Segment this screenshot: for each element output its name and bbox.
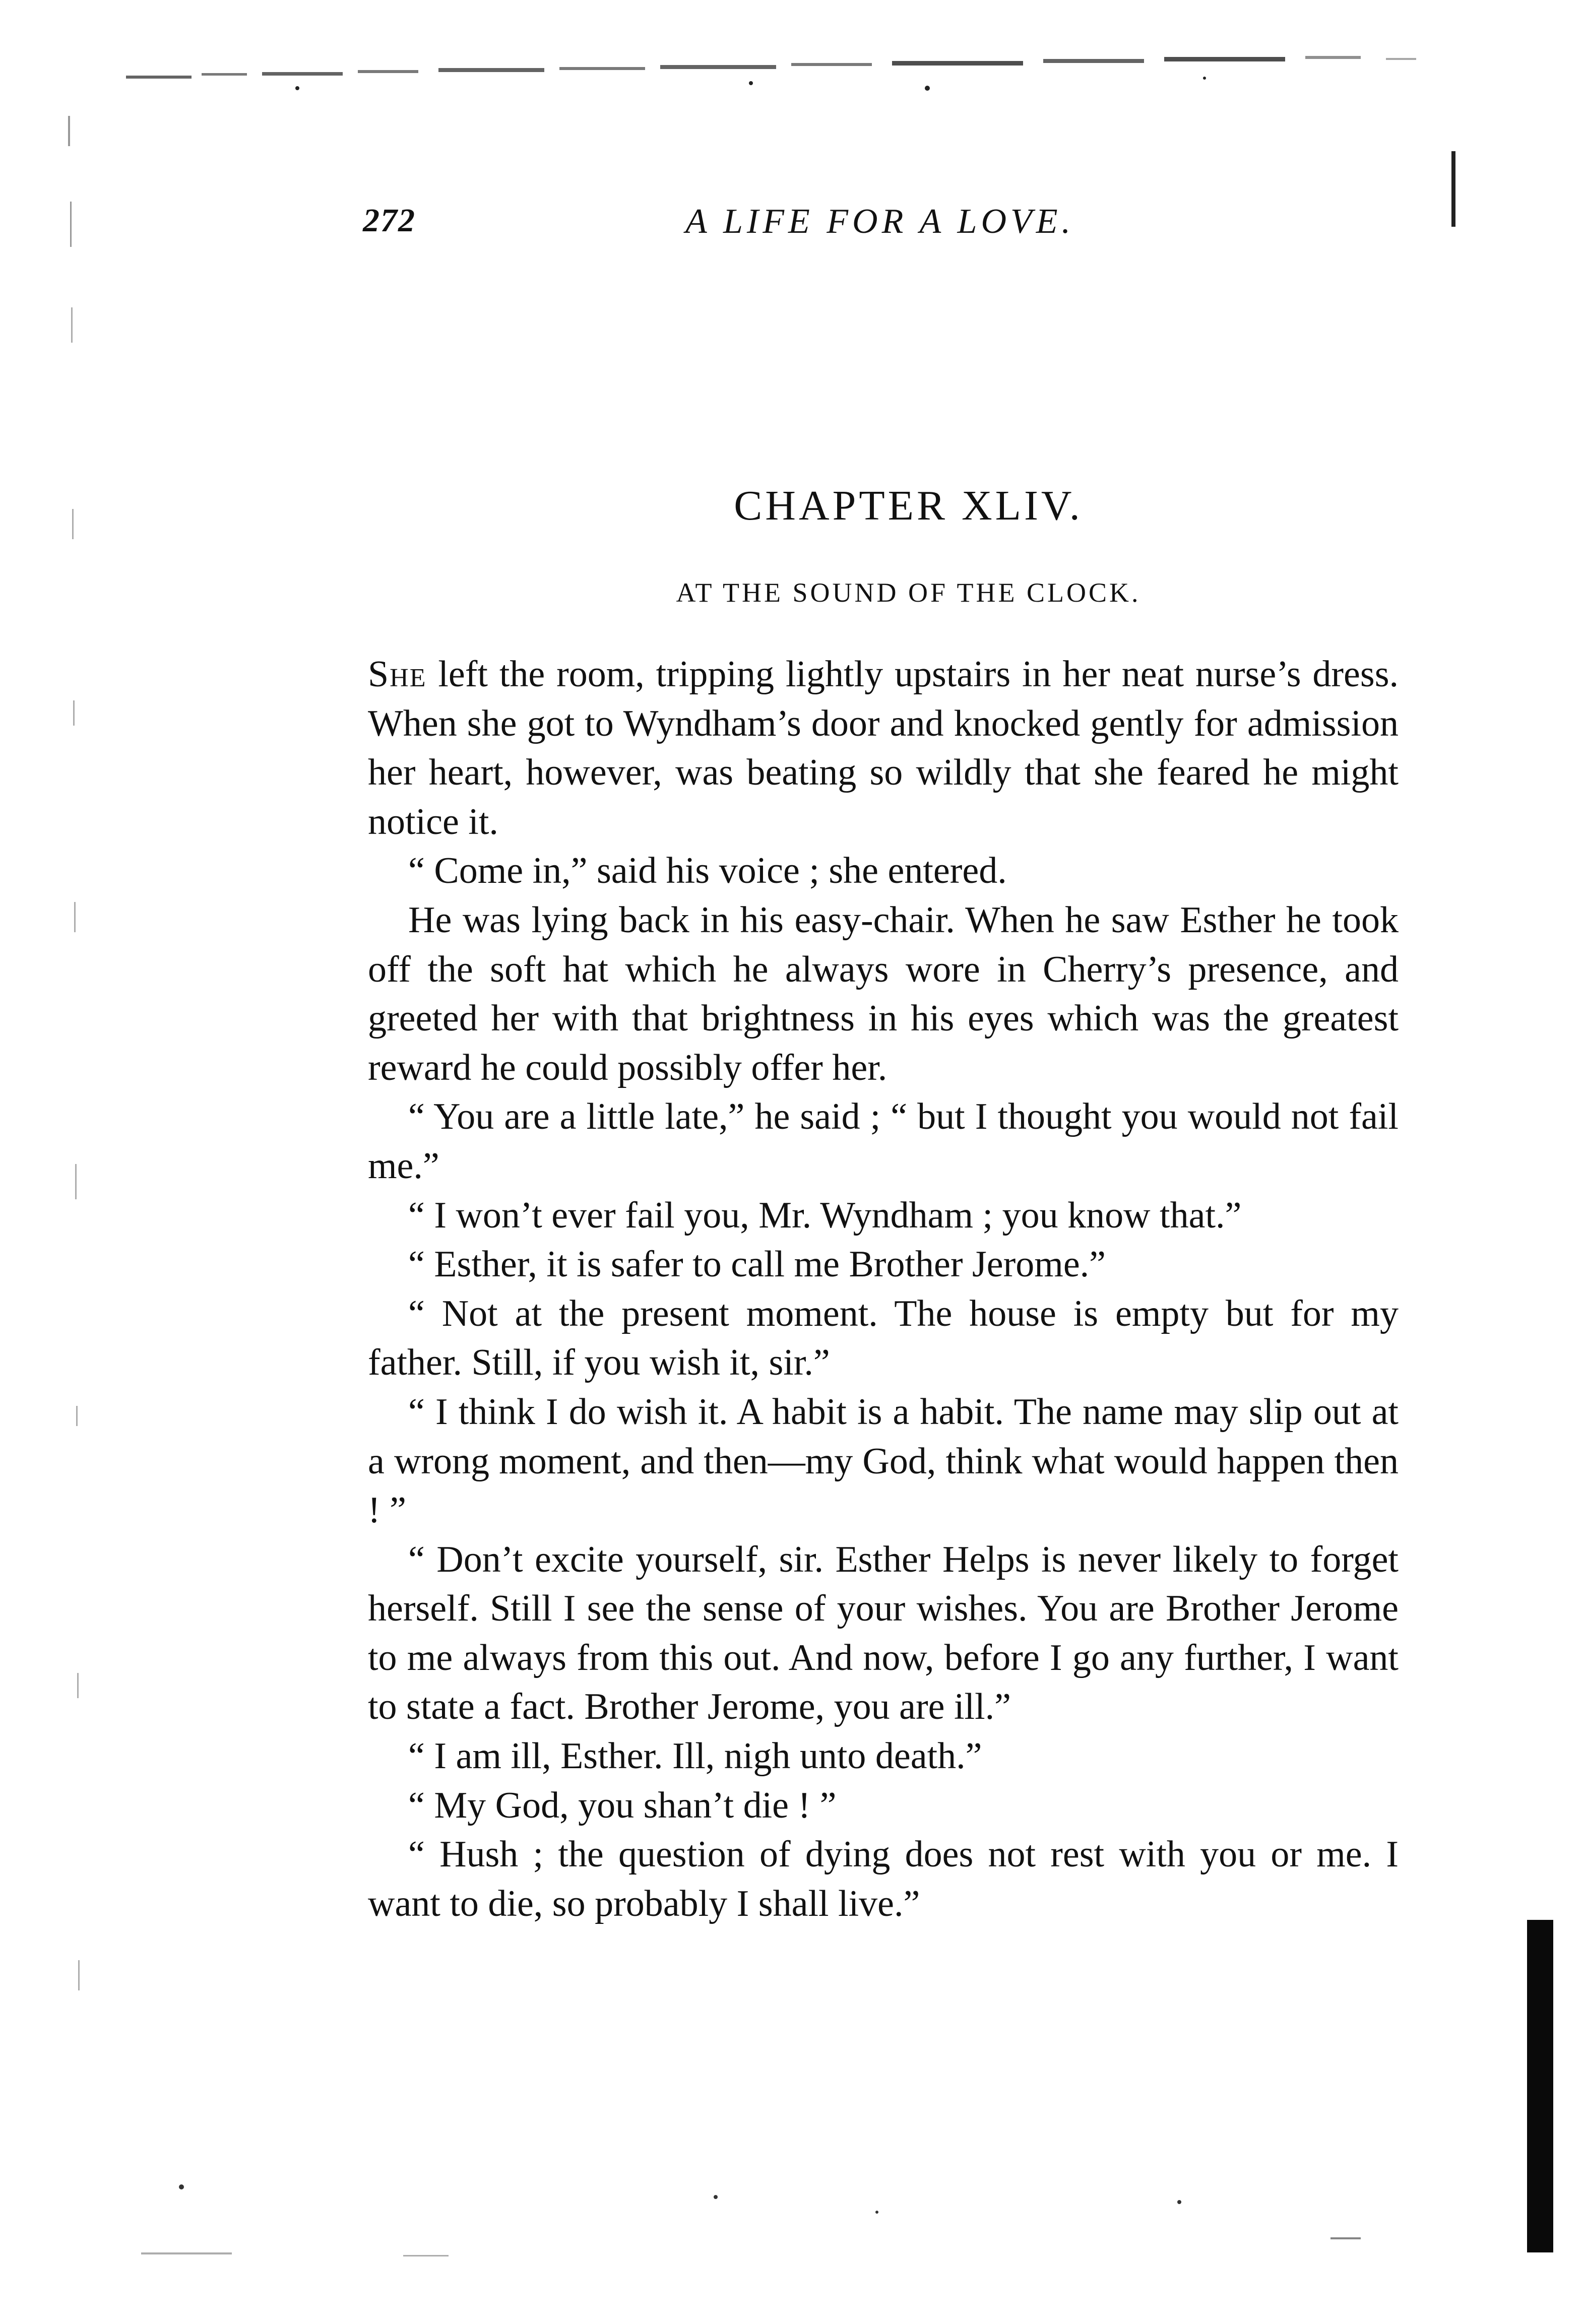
scan-edge-mark — [1451, 151, 1455, 227]
paragraph: He was lying back in his easy-chair. When he saw Esther he took off the soft hat which he always wore in Cherry’s presence, and greeted her with that brightness in his eyes which was the greatest reward he could possibly offer her. — [368, 899, 1399, 1088]
chapter-subtitle: AT THE SOUND OF THE CLOCK. — [676, 577, 1141, 608]
paragraph: “ I think I do wish it. A habit is a habit. The name may slip out at a wrong moment, and then—my God, think what would happen then ! ” — [368, 1391, 1399, 1531]
paragraph: “ Hush ; the question of dying does not rest with you or me. I want to die, so probably I shall live.” — [368, 1834, 1399, 1924]
paragraph: “ You are a little late,” he said ; “ but I thought you would not fail me.” — [368, 1096, 1399, 1187]
paragraph-text: left the room, tripping lightly upstairs in her neat nurse’s dress. When she got to Wyndham’s door and knocked gently for admission her heart, however, was beating so wildly that she feared he might notice it. — [368, 654, 1399, 843]
paragraph — [368, 650, 1399, 847]
running-title: A LIFE FOR A LOVE. — [685, 202, 1075, 241]
page-number: 272 — [363, 202, 416, 239]
paragraph: “ I am ill, Esther. Ill, nigh unto death.” — [408, 1735, 982, 1777]
scan-margin-noise — [48, 96, 108, 2263]
paragraph: “ Not at the present moment. The house is empty but for my father. Still, if you wish it, sir.” — [368, 1293, 1399, 1384]
paragraph: “ Don’t excite yourself, sir. Esther Helps is never likely to forget herself. Still I see the sense of your wishes. You are Brother Jerome to me always from this out. And now, before I go any further, I want to state a fact. Brother Jerome, you are ill.” — [368, 1538, 1399, 1728]
paragraph: “ I won’t ever fail you, Mr. Wyndham ; you know that.” — [408, 1194, 1242, 1236]
scan-edge-noise — [96, 48, 1482, 103]
scan-edge-bar — [1527, 1920, 1553, 2252]
scan-bottom-noise — [121, 2167, 1456, 2268]
paragraph: “ Come in,” said his voice ; she entered. — [408, 850, 1007, 892]
running-head — [363, 202, 1396, 252]
chapter-heading: CHAPTER XLIV. — [734, 482, 1083, 529]
body-text — [368, 650, 1399, 1928]
paragraph: “ Esther, it is safer to call me Brother Jerome.” — [408, 1244, 1106, 1285]
drop-lead-word: She — [368, 654, 427, 695]
paragraph: “ My God, you shan’t die ! ” — [408, 1784, 837, 1826]
